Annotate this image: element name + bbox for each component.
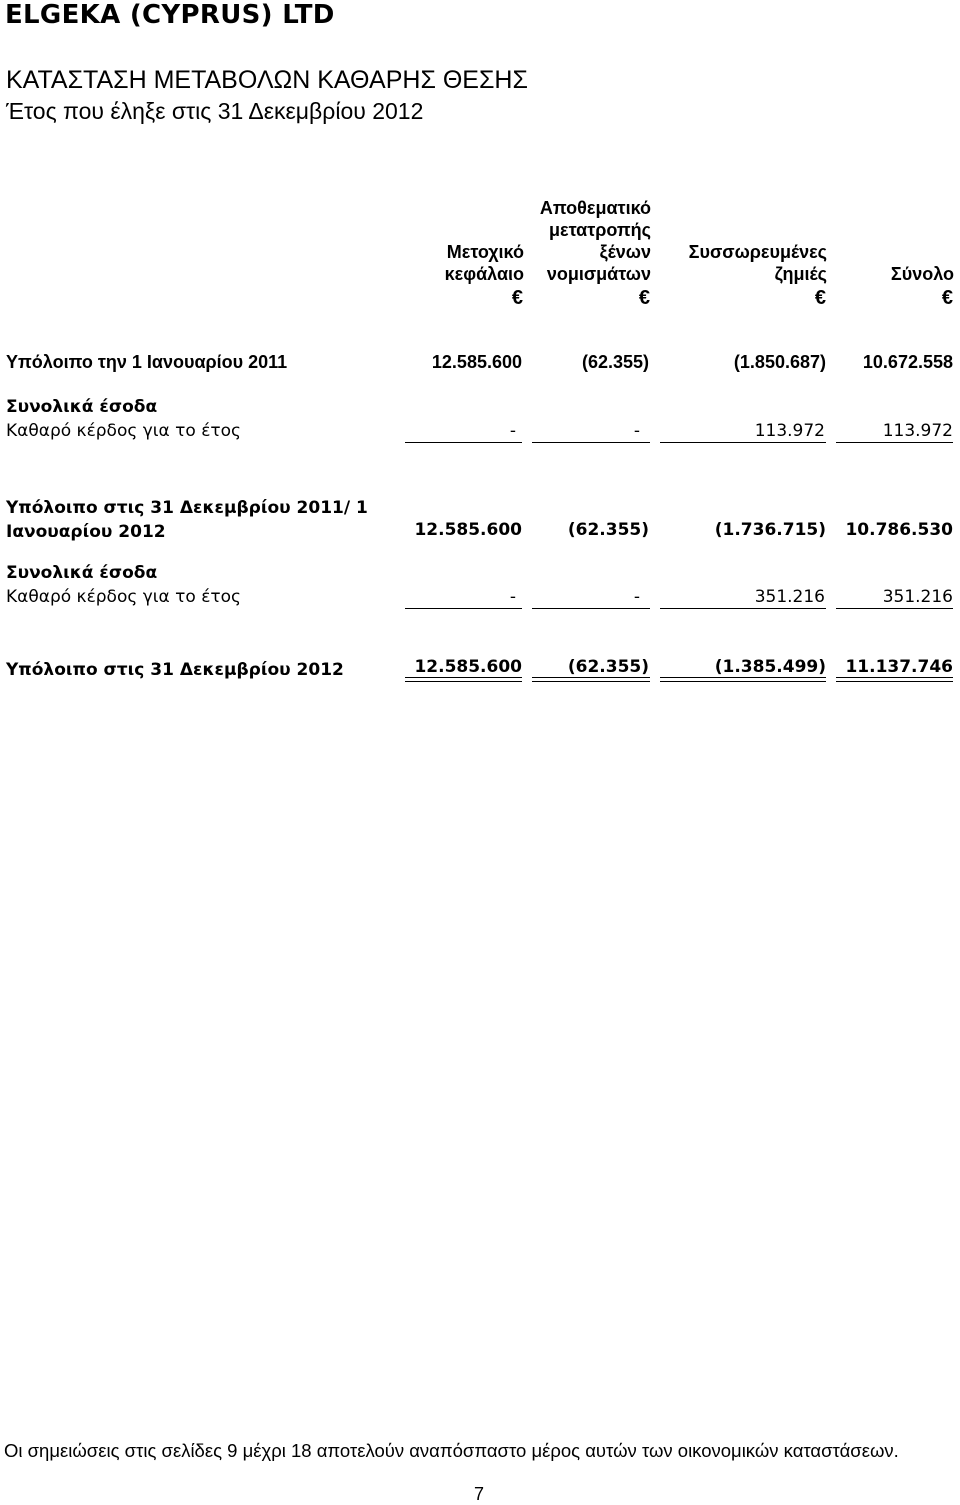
currency-symbol: € xyxy=(638,287,650,309)
cell-total: 351.216 xyxy=(882,587,953,607)
cell-total: 11.137.746 xyxy=(845,657,953,677)
cell-total: 113.972 xyxy=(882,421,953,441)
cell-share-capital: - xyxy=(509,421,516,441)
total-double-rule xyxy=(532,677,650,682)
cell-share-capital: 12.585.600 xyxy=(431,352,522,372)
section-heading-comprehensive-income: Συνολικά έσοδα xyxy=(6,563,158,583)
column-header-share-capital: Μετοχικό κεφάλαιο xyxy=(444,242,524,284)
subtotal-rule xyxy=(405,608,522,609)
column-header-accumulated-losses: Συσσωρευμένες ζημιές xyxy=(688,242,827,284)
cell-fx-reserve: (62.355) xyxy=(567,657,649,677)
currency-symbol: € xyxy=(941,287,953,309)
cell-share-capital: - xyxy=(509,587,516,607)
column-header-fx-reserve: Αποθεματικό μετατροπής ξένων νομισμάτων xyxy=(539,198,651,284)
currency-symbol: € xyxy=(814,287,826,309)
cell-fx-reserve: (62.355) xyxy=(567,520,649,540)
total-double-rule xyxy=(660,677,826,682)
statement-subtitle: Έτος που έληξε στις 31 Δεκεμβρίου 2012 xyxy=(6,98,424,124)
subtotal-rule xyxy=(660,442,826,443)
subtotal-rule xyxy=(836,608,953,609)
cell-total: 10.672.558 xyxy=(862,352,953,372)
cell-total: 10.786.530 xyxy=(845,520,953,540)
section-heading-comprehensive-income: Συνολικά έσοδα xyxy=(6,397,158,417)
cell-accumulated-losses: (1.850.687) xyxy=(733,352,826,372)
total-double-rule xyxy=(836,677,953,682)
statement-title: ΚΑΤΑΣΤΑΣΗ ΜΕΤΑΒΟΛΩΝ ΚΑΘΑΡΗΣ ΘΕΣΗΣ xyxy=(6,66,528,94)
subtotal-rule xyxy=(836,442,953,443)
page-number: 7 xyxy=(474,1484,485,1504)
row-label-balance-2011-start: Υπόλοιπο την 1 Ιανουαρίου 2011 xyxy=(6,352,288,372)
company-name: ELGEKA (CYPRUS) LTD xyxy=(5,0,335,30)
row-label-balance-2011-end: Υπόλοιπο στις 31 Δεκεμβρίου 2011/ 1 Ιανουαρίου 2012 xyxy=(6,498,368,542)
cell-accumulated-losses: (1.736.715) xyxy=(714,520,826,540)
cell-fx-reserve: - xyxy=(633,421,640,441)
cell-share-capital: 12.585.600 xyxy=(414,520,522,540)
cell-accumulated-losses: 351.216 xyxy=(754,587,825,607)
subtotal-rule xyxy=(405,442,522,443)
subtotal-rule xyxy=(532,442,650,443)
cell-accumulated-losses: 113.972 xyxy=(754,421,825,441)
subtotal-rule xyxy=(660,608,826,609)
cell-fx-reserve: - xyxy=(633,587,640,607)
row-label-balance-2012-end: Υπόλοιπο στις 31 Δεκεμβρίου 2012 xyxy=(6,660,344,680)
total-double-rule xyxy=(405,677,522,682)
footnote: Οι σημειώσεις στις σελίδες 9 μέχρι 18 αποτελούν αναπόσπαστο μέρος αυτών των οικονομικών καταστάσεων. xyxy=(4,1440,899,1461)
currency-symbol: € xyxy=(511,287,523,309)
subtotal-rule xyxy=(532,608,650,609)
cell-share-capital: 12.585.600 xyxy=(414,657,522,677)
row-label-net-profit: Καθαρό κέρδος για το έτος xyxy=(6,421,242,441)
column-header-total: Σύνολο xyxy=(890,264,954,284)
cell-fx-reserve: (62.355) xyxy=(581,352,649,372)
cell-accumulated-losses: (1.385.499) xyxy=(714,657,826,677)
row-label-net-profit: Καθαρό κέρδος για το έτος xyxy=(6,587,242,607)
